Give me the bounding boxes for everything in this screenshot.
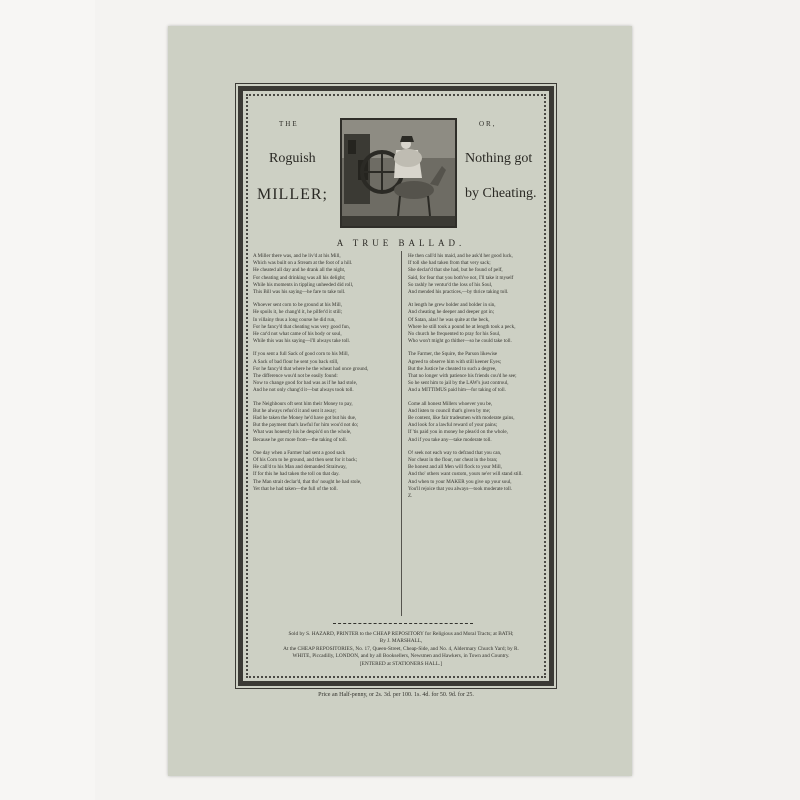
stanza: At length he grew bolder and bolder in sin, And cheating he deeper and deeper got in; Of Satan, alas! he was quite at the beck, Where he still took a pound he at length took a peck, No church he frequented to pray for his Soul, Who won't might go thither—so he could take toll.: [408, 302, 516, 345]
stanza: O! seek not each way to defraud that you can, Nor cheat in the flour, nor cheat in the bran; Be honest and all Men will flock to your Mill, And tho' others want custom, yours ne'er will stand still. And when to your MAKER you give up your soul, You'll rejoice that you always—took moderate toll. Z.: [408, 449, 523, 500]
stanza: He then call'd his maid, and he ask'd her good luck, If toll she had taken from that very sack; She declar'd that she had, but he found of pelf, Said, for fear that you both've not, I'll take it myself So rashly he ventur'd the loss of his Soul, And mended his practices,—by thrice taking toll.: [408, 253, 514, 296]
broadside-sheet: [168, 26, 632, 776]
imprint-line: Sold by S. HAZARD, PRINTER to the CHEAP REPOSITORY for Religious and Moral Tracts; at BATH;: [288, 631, 514, 637]
ballad-column-left: [253, 253, 398, 499]
decorative-border: [238, 86, 554, 686]
stanza: The Farmer, the Squire, the Parson likewise Agreed to observe him with still keener Eyes; But the Justice he cheated to such a degree, That no longer with patience his friends cou'd he see; So he sent him to jail by the LAW's just controul, And a MITTIMUS paid him—for taking of toll.: [408, 351, 517, 394]
title-nothing-got: Nothing got: [465, 151, 533, 166]
imprint: [251, 631, 551, 668]
ballad-column-right: [408, 253, 553, 506]
stanza: A Miller there was, and he liv'd at his Mill, Which was built on a Stream at the foot of a hill. He cheated all day and he drank all the night, For cheating and drinking was all his delight; While his moments in tippling unheeded did roll, This Bill was his saying—he fare to take toll.: [253, 253, 354, 296]
stanza: Whoever sent corn to be ground at his Mill, He spoils it, he chang'd it, he pilfer'd it still; In villainy thus a long course he did run, For he fancy'd that cheating was very good fun, He car'd not what came of his body or soul, While this was his saying—I'll always take toll.: [253, 302, 351, 345]
title-roguish: Roguish: [269, 151, 316, 166]
title-the: THE: [279, 120, 299, 128]
stanza: One day when a Farmer had sent a good sack Of his Corn to be ground, and then sent for it back; He call'd to his Man and demanded Straitway, If for this he had taken the toll on that day. The Man strait declar'd, that tho' nought he had stole, Yet that he had taken—the full of the toll.: [253, 449, 362, 492]
column-divider: [401, 251, 402, 616]
stanza: The Neighbours oft sent him their Money to pay, But he always refus'd it and sent it away; Had he taken the Money he'd have got but his due, But the payment that's lawful for him wou'd not do; What was honestly his he despis'd on the whole, Because he got more from—the taking of toll.: [253, 400, 359, 443]
imprint-line: At the CHEAP REPOSITORIES, No. 17, Queen-Street, Cheap-Side, and No. 4, Aldermary Church Yard; by R.: [283, 645, 519, 652]
imprint-line: By J. MARSHALL,: [379, 638, 423, 645]
price-line: Price an Half-penny, or 2s. 3d. per 100. 1s. 4d. for 50. 9d. for 25.: [318, 692, 474, 698]
background-right: [700, 0, 800, 800]
title-miller: MILLER;: [257, 186, 328, 203]
miller-on-donkey-woodcut-icon: [340, 118, 457, 228]
imprint-entered: [ENTERED at STATIONERS HALL.]: [359, 660, 443, 667]
stanza: Come all honest Millers whoever you be, And listen to council that's given by me; Be content, like fair tradesmen with moderate gains, And look for a lawful reward of your pains; If 'tis paid you in money he pleas'd on the whole, And if you take any—take moderate toll.: [408, 400, 515, 443]
background-left: [0, 0, 95, 800]
title-block: [243, 118, 559, 228]
ballad-heading: A TRUE BALLAD.: [336, 238, 466, 248]
ornamental-rule: [333, 623, 473, 624]
title-by-cheating: by Cheating.: [465, 186, 537, 201]
title-or: OR,: [479, 120, 497, 128]
imprint-line: WHITE, Piccadilly, LONDON, and by all Booksellers, Newsmen and Hawkers, in Town and Country.: [292, 653, 510, 660]
stanza: If you sent a full Sack of good corn to his Mill, A Sack of bad flour he sent you back still, For he fancy'd that where he the wheat had once ground, The difference wou'd not be easily found: Now to change good for bad was as if he had stole, And he not only chang'd it—but always took toll.: [253, 351, 369, 394]
